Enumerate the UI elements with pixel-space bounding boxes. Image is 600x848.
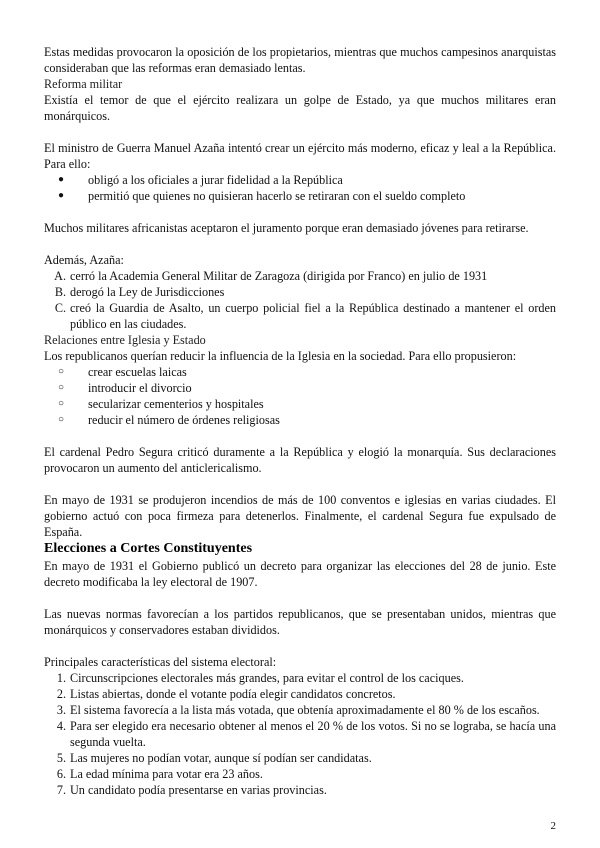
elecciones-paragraph-3: Principales características del sistema electoral:: [44, 655, 277, 669]
list-item: ● obligó a los oficiales a jurar fidelidad a la República: [58, 173, 343, 187]
list-item: B. derogó la Ley de Jurisdicciones: [54, 285, 225, 299]
list-item: 5. Las mujeres no podían votar, aunque sí podían ser candidatas.: [56, 751, 372, 765]
list-item: 3. El sistema favorecía a la lista más votada, que obtenía aproximadamente el 80 % de los escaños.: [56, 703, 540, 717]
militar-paragraph-2: El ministro de Guerra Manuel Azaña intentó crear un ejército más moderno, eficaz y leal a la República. Para ello:: [44, 141, 556, 171]
list-item: ○ crear escuelas laicas: [58, 365, 187, 379]
list-item: ● permitió que quienes no quisieran hacerlo se retiraran con el sueldo completo: [58, 189, 466, 203]
elecciones-heading: Elecciones a Cortes Constituyentes: [44, 541, 253, 556]
militar-paragraph-1: Existía el temor de que el ejército realizara un golpe de Estado, ya que muchos militares eran monárquicos.: [44, 93, 556, 123]
bullet-icon: ●: [58, 190, 65, 201]
elecciones-paragraph-1: En mayo de 1931 el Gobierno publicó un decreto para organizar las elecciones del 28 de junio. Este decreto modificaba la ley electoral de 1907.: [44, 559, 556, 589]
list-item: ○ introducir el divorcio: [58, 381, 192, 395]
iglesia-paragraph-1: Los republicanos querían reducir la influencia de la Iglesia en la sociedad. Para ello propusieron:: [44, 349, 517, 363]
iglesia-paragraph-3: En mayo de 1931 se produjeron incendios de más de 100 conventos e iglesias en varias ciudades. El gobierno actuó con poca firmeza para detenerlos. Finalmente, el cardenal Segura fue expulsado de España.: [44, 493, 556, 539]
circle-bullet-icon: ○: [58, 366, 65, 377]
circle-bullet-icon: ○: [58, 398, 65, 409]
militar-lettered-list: [44, 268, 556, 332]
iglesia-paragraph-2: El cardenal Pedro Segura criticó duramente a la República y elogió la monarquía. Sus declaraciones provocaron un aumento del anticlericalismo.: [44, 445, 556, 475]
electoral-features-list: [44, 670, 556, 798]
list-item: 4. Para ser elegido era necesario obtener al menos el 20 % de los votos. Si no se lograba, se hacía una segunda vuelta.: [56, 719, 556, 749]
iglesia-estado-heading: Relaciones entre Iglesia y Estado: [44, 333, 206, 347]
list-item: ○ reducir el número de órdenes religiosas: [58, 413, 280, 427]
intro-paragraph: Estas medidas provocaron la oposición de los propietarios, mientras que muchos campesinos anarquistas consideraban que las reformas eran demasiado lentas.: [44, 45, 556, 75]
circle-bullet-icon: ○: [58, 382, 65, 393]
list-item: 7. Un candidato podía presentarse en varias provincias.: [56, 783, 327, 797]
page-content: [44, 44, 556, 798]
list-item: A. cerró la Academia General Militar de Zaragoza (dirigida por Franco) en julio de 1931: [54, 269, 488, 283]
militar-paragraph-3: Muchos militares africanistas aceptaron el juramento porque eran demasiado jóvenes para retirarse.: [44, 221, 529, 235]
militar-bullet-list: [44, 172, 556, 204]
militar-paragraph-4: Además, Azaña:: [44, 253, 124, 267]
circle-bullet-icon: ○: [58, 414, 65, 425]
list-item: 6. La edad mínima para votar era 23 años.: [56, 767, 263, 781]
reforma-militar-heading: Reforma militar: [44, 77, 123, 91]
iglesia-bullet-list: [44, 364, 556, 428]
page-number: 2: [550, 820, 556, 832]
list-item: C. creó la Guardia de Asalto, un cuerpo policial fiel a la República destinado a mantener el orden público en las ciudades.: [54, 301, 556, 331]
list-item: ○ secularizar cementerios y hospitales: [58, 397, 264, 411]
list-item: 1. Circunscripciones electorales más grandes, para evitar el control de los caciques.: [56, 671, 464, 685]
elecciones-paragraph-2: Las nuevas normas favorecían a los partidos republicanos, que se presentaban unidos, mientras que monárquicos y conservadores estaban divididos.: [44, 607, 556, 637]
bullet-icon: ●: [58, 174, 65, 185]
list-item: 2. Listas abiertas, donde el votante podía elegir candidatos concretos.: [56, 687, 396, 701]
